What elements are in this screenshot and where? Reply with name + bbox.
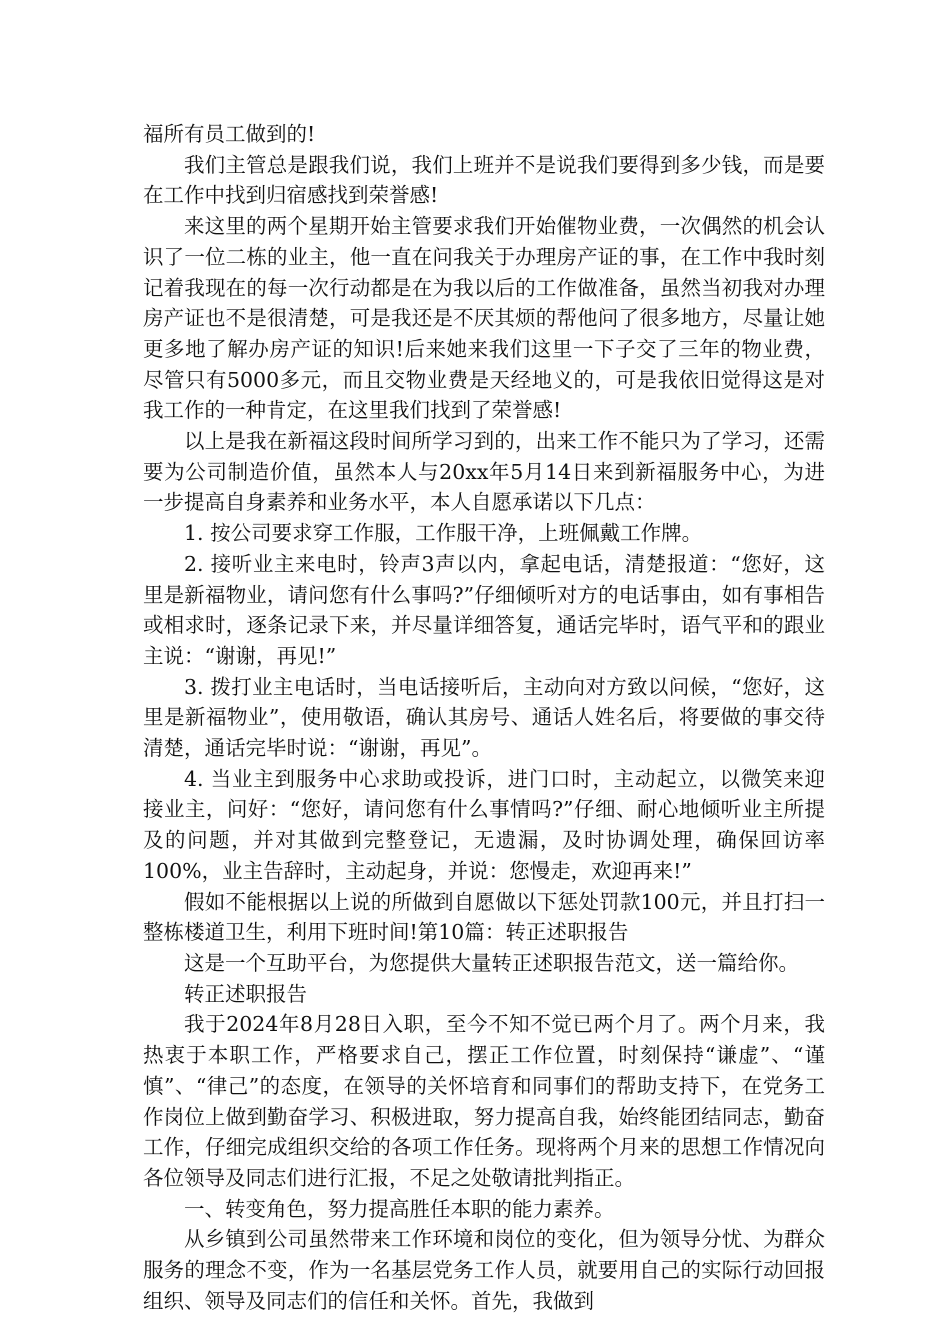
paragraph-6: 这是一个互助平台，为您提供大量转正述职报告范文，送一篇给你。 [184, 950, 799, 975]
paragraph-3: 来这里的两个星期开始主管要求我们开始催物业费，一次偶然的机会认识了一位二栋的业主，他一直在问我关于办理房产证的事，在工作中我时刻记着我现在的每一次行动都是在为我以后的工作做准备，虽然当初我对办理房产证也不是很清楚，可是我还是不厌其烦的帮他问了很多地方，尽量让她更多地了解办房产证的知识!后来她来我们这里一下子交了三年的物业费，尽管只有5000多元，而且交物业费是天经地义的，可是我依旧觉得这是对我工作的一种肯定，在这里我们找到了荣誉感! [143, 214, 825, 423]
paragraph-8: 从乡镇到公司虽然带来工作环境和岗位的变化，但为领导分忧、为群众服务的理念不变，作为一名基层党务工作人员，就要用自己的实际行动回报组织、领导及同志们的信任和关怀。首先，我做到 [143, 1227, 825, 1313]
list-item-3: 3. 拨打业主电话时，当电话接听后，主动向对方致以问候，“您好，这里是新福物业”，使用敬语，确认其房号、通话人姓名后，将要做的事交待清楚，通话完毕时说：“谢谢，再见”。 [143, 674, 825, 761]
list-item-1: 1. 按公司要求穿工作服，工作服干净，上班佩戴工作牌。 [184, 521, 703, 546]
list-item-4: 4. 当业主到服务中心求助或投诉，进门口时，主动起立，以微笑来迎接业主，问好：“您好，请问您有什么事情吗?”仔细、耐心地倾听业主所提及的问题，并对其做到完整登记，无遗漏，及时协调处理，确保回访率100%，业主告辞时，主动起身，并说：您慢走，欢迎再来!” [143, 766, 825, 883]
subheading-1: 一、转变角色，努力提高胜任本职的能力素养。 [184, 1196, 615, 1221]
section-heading: 转正述职报告 [184, 981, 307, 1006]
list-item-2: 2. 接听业主来电时，铃声3声以内，拿起电话，清楚报道：“您好，这里是新福物业，请问您有什么事吗?”仔细倾听对方的电话事由，如有事相告或相求时，逐条记录下来，并尽量详细答复，通话完毕时，语气平和的跟业主说：“谢谢，再见!” [143, 551, 825, 668]
paragraph-1: 福所有员工做到的! [143, 122, 316, 146]
paragraph-4: 以上是我在新福这段时间所学习到的，出来工作不能只为了学习，还需要为公司制造价值，虽然本人与20xx年5月14日来到新福服务中心，为进一步提高自身素养和业务水平，本人自愿承诺以下几点： [143, 429, 825, 515]
paragraph-7: 我于2024年8月28日入职，至今不知不觉已两个月了。两个月来，我热衷于本职工作，严格要求自己，摆正工作位置，时刻保持“谦虚”、“谨慎”、“律己”的态度，在领导的关怀培育和同事们的帮助支持下，在党务工作岗位上做到勤奋学习、积极进取，努力提高自我，始终能团结同志，勤奋工作，仔细完成组织交给的各项工作任务。现将两个月来的思想工作情况向各位领导及同志们进行汇报，不足之处敬请批判指正。 [143, 1012, 825, 1190]
paragraph-2: 我们主管总是跟我们说，我们上班并不是说我们要得到多少钱，而是要在工作中找到归宿感找到荣誉感! [143, 152, 825, 208]
document-page [143, 119, 825, 1316]
paragraph-5: 假如不能根据以上说的所做到自愿做以下惩处罚款100元，并且打扫一整栋楼道卫生，利用下班时间!第10篇：转正述职报告 [143, 889, 825, 945]
